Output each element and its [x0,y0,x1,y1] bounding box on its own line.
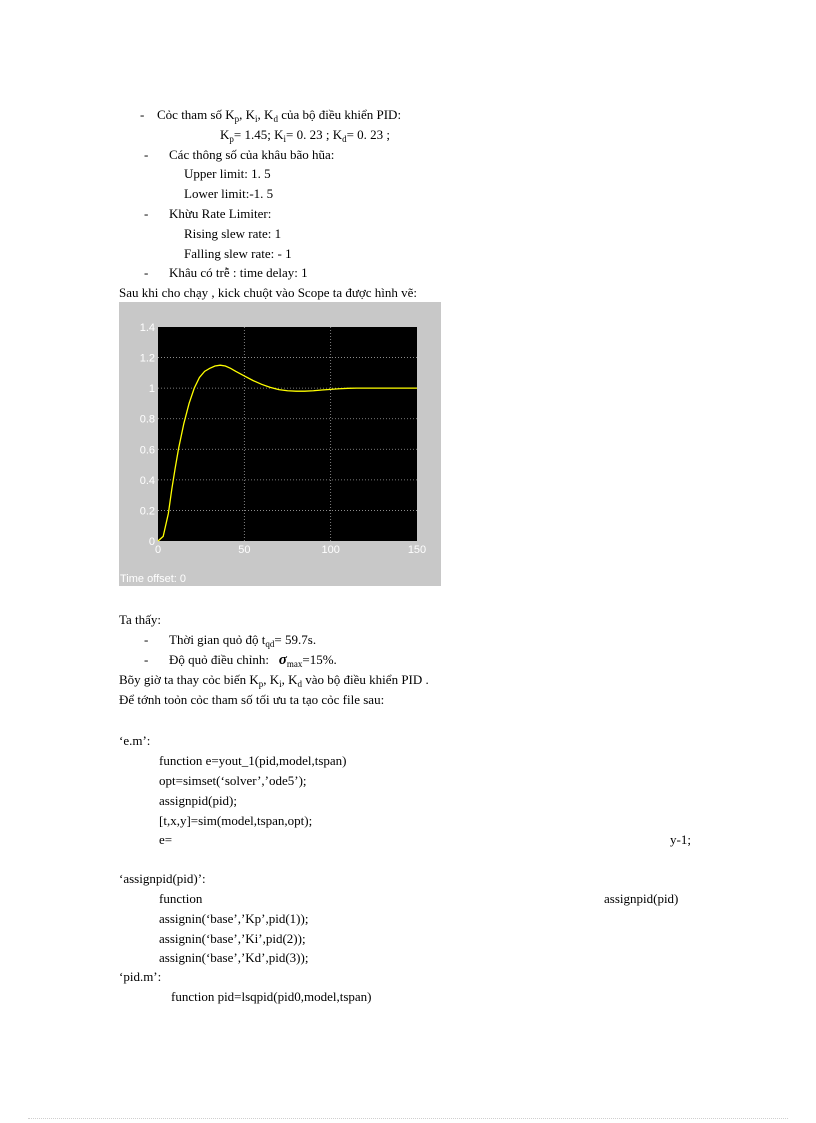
x-tick-label: 150 [407,544,427,556]
list-dash: - [144,147,149,162]
list-dash: - [144,632,149,647]
code-line: function pid=lsqpid(pid0,model,tspan) [171,989,372,1004]
y-tick-label: 0 [148,536,155,548]
list-dash: - [140,107,145,122]
code-line: function [159,891,203,906]
code-line: e= [159,832,173,847]
y-tick-label: 1.2 [139,352,155,365]
y-tick-label: 1 [148,383,155,396]
y-tick-label: 1.4 [139,322,155,334]
x-tick-label: 100 [321,544,340,556]
settling-time: Thời gian quỏ độ $t_{qd}= 59.7s$. [169,632,317,649]
time-offset-label: Time offset: 0 [120,573,187,585]
overshoot-label: Độ quỏ điều chỉnh: [169,652,270,667]
code-line: assignpid(pid) [604,891,679,906]
intro-text: Sau khi cho chạy , kick chuột vào Scope ta được hình vẽ: [119,285,418,300]
y-tick-label: 0.6 [139,444,155,457]
sigma-sub: max [286,659,303,669]
overshoot-line [169,652,337,668]
y-tick-label: 0.4 [139,474,155,487]
ta-thay-text: Ta thấy: [119,612,162,627]
y-tick-label: 0.8 [139,413,155,426]
code-line: assignpid(pid); [159,793,237,808]
code-line: assignin(‘base’,’Kp’,pid(1)); [159,911,309,926]
code-line: assignin(‘base’,’Ki’,pid(2)); [159,931,306,946]
page-bottom-rule [28,1118,788,1119]
compute-text: Để tớnh toỏn cỏc tham số tối ưu ta tạo cỏc file sau: [119,692,385,707]
plot-area [158,327,417,541]
x-tick-label: 0 [154,544,162,556]
code-line: function e=yout_1(pid,model,tspan) [159,753,347,768]
replace-text: Bõy giờ ta thay cỏc biến $K_p$, $K_i$, $K_d$ vào bộ điều khiển PID . [119,672,429,689]
pid-gains-title: Cỏc tham số $K_p$, $K_i$, $K_d$ của bộ điều khiển PID: [157,107,402,124]
y-tick-label: 0.2 [139,505,155,518]
overshoot-value: =15%. [302,652,337,667]
list-dash: - [144,652,149,667]
rate-limiter-title: Khừu Rate Limiter: [169,206,272,221]
sigma-symbol: σ [278,652,287,668]
file-assignpid-label: ‘assignpid(pid)’: [119,871,206,886]
file-e-label: ‘e.m’: [119,733,151,748]
saturation-title: Các thông số của khâu bão hũa: [169,147,335,162]
scope-chart [119,302,441,586]
x-tick-label: 50 [238,544,251,556]
list-dash: - [144,206,149,221]
code-line: assignin(‘base’,’Kd’,pid(3)); [159,950,309,965]
lower-limit: Lower limit:-1. 5 [184,186,274,201]
file-pid-label: ‘pid.m’: [119,969,162,984]
pid-values: $K_p= 1.45$; $K_i= 0$. 23 ; $K_d= 0$. 23 ; [220,127,391,144]
delay-block: Khâu có trễ : time delay: 1 [169,265,308,280]
code-line: y-1; [670,832,691,847]
rising-slew-rate: Rising slew rate: 1 [184,226,282,241]
upper-limit: Upper limit: 1. 5 [184,166,271,181]
code-line: [t,x,y]=sim(model,tspan,opt); [159,813,313,828]
falling-slew-rate: Falling slew rate: - 1 [184,246,292,261]
list-dash: - [144,265,149,280]
code-line: opt=simset(‘solver’,’ode5’); [159,773,307,788]
